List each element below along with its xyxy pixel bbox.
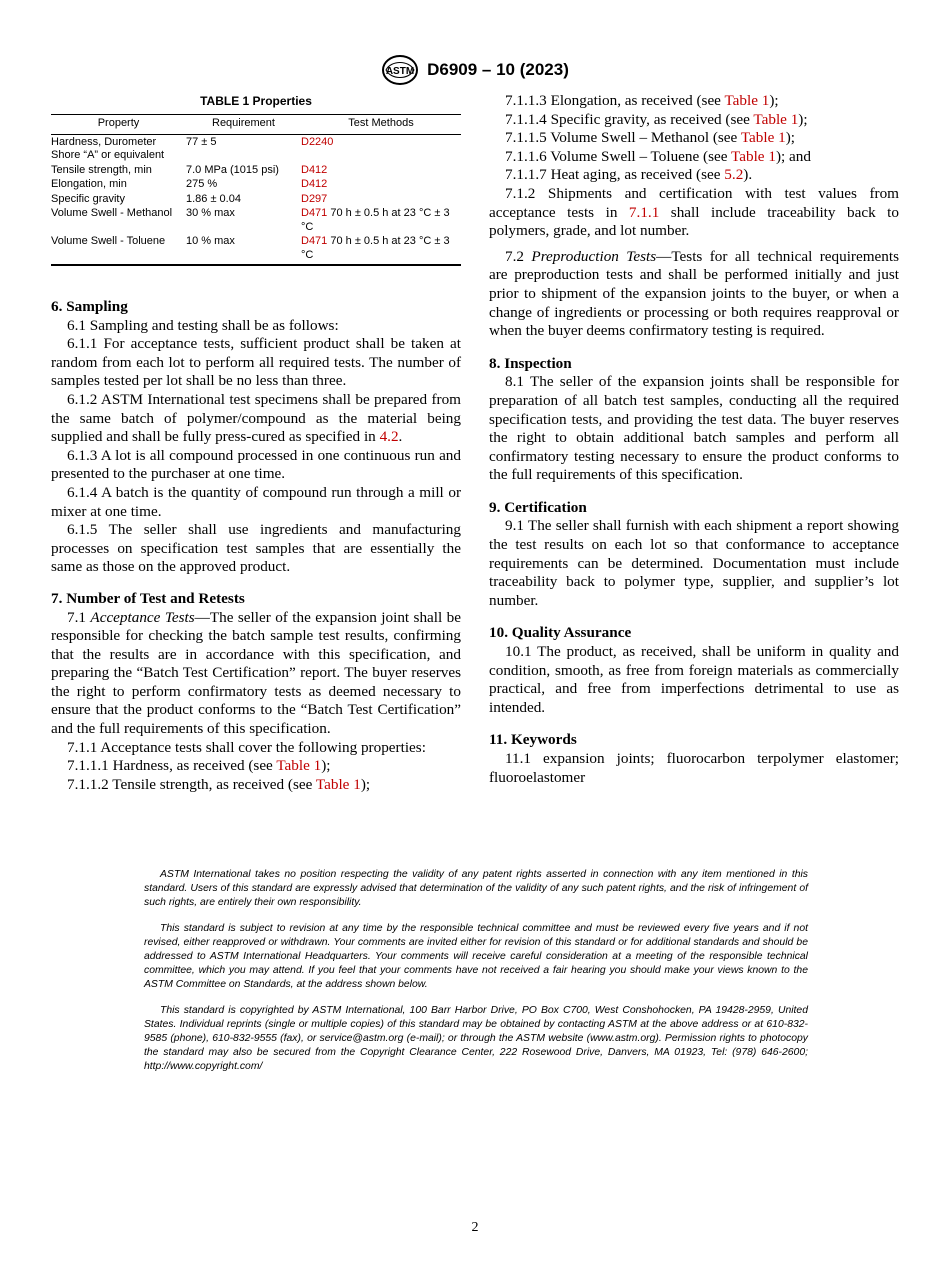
table-1-link[interactable]: Table 1	[753, 110, 799, 128]
table-caption: TABLE 1 Properties	[200, 94, 312, 108]
cell-method	[301, 234, 461, 265]
para-7-1-1-1: 7.1.1.1 Hardness, as received (see Table 1);	[67, 757, 331, 775]
para-7-1-1: 7.1.1 Acceptance tests shall cover the following properties:	[67, 738, 426, 756]
cell-method	[301, 206, 461, 234]
para-7-2: 7.2 Preproduction Tests—Tests for all technical requirements are preproduction tests and shall be performed initially and just prior to shipment of the expansion joints to the buyer, or when a change of ingredients or processing or both requires reapproval or when the buyer deems confirmatory testing is required.	[489, 247, 900, 340]
table-header-test-methods: Test Methods	[301, 115, 461, 135]
left-column	[51, 92, 461, 794]
table-1-link[interactable]: Table 1	[276, 757, 322, 775]
table-row	[51, 163, 461, 178]
table-row	[51, 134, 461, 163]
para-6-1-1: 6.1.1 For acceptance tests, sufficient product shall be taken at random from each lot to perform all required tests. The number of samples tested per lot shall be no less than three.	[51, 335, 461, 390]
para-8-1: 8.1 The seller of the expansion joints shall be responsible for preparation of all batch test samples, conducting all the required specification tests, and providing the test data. The buyer reserves the right to obtain additional batch samples and perform all confirmatory testing necessary to ensure the product conforms to the full requirements of this specification.	[489, 373, 899, 484]
cell-property: Specific gravity	[51, 192, 125, 205]
para-7-1-1-7: 7.1.1.7 Heat aging, as received (see 5.2).	[505, 166, 753, 184]
cell-method	[301, 192, 461, 207]
cell-method	[301, 134, 461, 163]
table-1-link[interactable]: Table 1	[740, 129, 786, 147]
page-number: 2	[471, 1220, 479, 1235]
table-1-link[interactable]: Table 1	[731, 147, 776, 165]
notice-patent: ASTM International takes no position respecting the validity of any patent rights asserted in connection with any item mentioned in this standard. Users of this standard are expressly advised that determination of the validity of any such patent rights, and the risk of infringement of such rights, are entirely their own responsibility.	[144, 869, 808, 908]
notice-revision: This standard is subject to revision at any time by the responsible technical committee and must be reviewed every five years and if not revised, either reapproved or withdrawn. Your comments are invited either for revision of this standard or for additional standards and should be addressed to ASTM International Headquarters. Your comments will receive careful consideration at a meeting of the responsible technical committee, which you may attend. If you feel that your comments have not received a fair hearing you should make your views known to the ASTM Committee on Standards, at the address shown below.	[144, 923, 808, 990]
cell-requirement: 1.86 ± 0.04	[186, 192, 241, 205]
ref-5-2-link[interactable]: 5.2	[724, 166, 744, 184]
para-7-1-1-6: 7.1.1.6 Volume Swell – Toluene (see Table 1); and	[505, 147, 811, 165]
table-header-property: Property	[51, 115, 186, 135]
section-10-heading: 10. Quality Assurance	[489, 624, 632, 642]
table-header-requirement: Requirement	[186, 115, 301, 135]
cell-property: Tensile strength, min	[51, 163, 152, 176]
cell-property: Hardness, Durometer Shore “A” or equivalent	[51, 135, 165, 161]
table-1-link[interactable]: Table 1	[724, 92, 770, 109]
ref-7-1-1-link[interactable]: 7.1.1	[628, 203, 660, 221]
designation: D6909 – 10 (2023)	[427, 60, 569, 79]
para-7-1: 7.1 Acceptance Tests—The seller of the expansion joint shall be responsible for checking the batch sample test results, confirming that the results are in accordance with this specification, and preparing the “Batch Test Certification” report. The buyer reserves the right to perform confirmatory tests as deemed necessary to ensure that the product conforms to the “Batch Test Certification” and the full requirements of this specification.	[51, 608, 462, 738]
cell-requirement: 275 %	[186, 178, 218, 190]
para-7-1-2: 7.1.2 Shipments and certification with test values from acceptance tests in 7.1.1 shall include traceability back to polymers, grade, and lot number.	[489, 184, 899, 240]
table-row	[51, 177, 461, 192]
right-body	[489, 92, 899, 787]
cell-property: Volume Swell - Methanol	[51, 207, 173, 219]
method-link[interactable]: D2240	[301, 135, 334, 148]
para-10-1: 10.1 The product, as received, shall be uniform in quality and condition, smooth, as free from foreign materials as commercially practical, and free from imperfections detrimental to use as intended.	[489, 643, 899, 716]
astm-logo-icon	[381, 54, 419, 86]
method-condition: 70 h ± 0.5 h at 23 °C ± 3 °C	[301, 207, 450, 233]
cell-requirement: 77 ± 5	[186, 135, 217, 148]
notice-copyright: This standard is copyrighted by ASTM International, 100 Barr Harbor Drive, PO Box C700, West Conshohocken, PA 19428-2959, United States. Individual reprints (single or multiple copies) of this standard may be obtained by contacting ASTM at the above address or at 610-832-9585 (phone), 610-832-9555 (fax), or service@astm.org (e-mail); or through the ASTM website (www.astm.org). Permission rights to photocopy the standard may also be secured from the Copyright Clearance Center, 222 Rosewood Drive, Danvers, MA 01923, Tel: (978) 646-2600; http://www.copyright.com/	[144, 1005, 808, 1072]
para-7-1-1-3: 7.1.1.3 Elongation, as received (see Table 1);	[505, 92, 779, 109]
section-8-heading: 8. Inspection	[489, 354, 572, 372]
cell-method	[301, 163, 461, 178]
right-column	[489, 92, 899, 787]
section-7-heading: 7. Number of Test and Retests	[51, 589, 245, 607]
para-6-1: 6.1 Sampling and testing shall be as follows:	[67, 316, 339, 334]
legal-notice	[144, 868, 808, 1086]
para-6-1-3: 6.1.3 A lot is all compound processed in one continuous run and presented to the purchaser at one time.	[51, 446, 461, 483]
para-7-1-1-2: 7.1.1.2 Tensile strength, as received (see Table 1);	[67, 775, 371, 793]
method-link[interactable]: D412	[301, 178, 328, 190]
cell-requirement: 10 % max	[186, 235, 235, 247]
method-link[interactable]: D412	[301, 163, 328, 176]
cell-requirement: 30 % max	[186, 207, 235, 219]
page-header	[0, 54, 950, 86]
cell-property: Volume Swell - Toluene	[51, 235, 166, 247]
method-link[interactable]: D471	[301, 207, 328, 219]
method-link[interactable]: D297	[301, 192, 328, 205]
table-1-link[interactable]: Table 1	[315, 775, 361, 793]
para-7-1-1-5: 7.1.1.5 Volume Swell – Methanol (see Table 1);	[505, 129, 795, 147]
section-6-heading: 6. Sampling	[51, 298, 128, 315]
para-11-1: 11.1 expansion joints; fluorocarbon terpolymer elastomer; fluoroelastomer	[489, 750, 899, 786]
para-6-1-5: 6.1.5 The seller shall use ingredients and manufacturing processes on specification test samples that are essentially the same as those on the approved product.	[51, 521, 461, 576]
ref-4-2-link[interactable]: 4.2	[379, 428, 399, 446]
section-9-heading: 9. Certification	[489, 498, 587, 516]
cell-requirement: 7.0 MPa (1015 psi)	[186, 163, 279, 176]
table-row	[51, 192, 461, 207]
para-7-1-1-4: 7.1.1.4 Specific gravity, as received (see Table 1);	[505, 110, 808, 128]
table-row	[51, 206, 461, 234]
method-link[interactable]: D471	[301, 235, 328, 247]
properties-table	[51, 114, 461, 266]
section-11-heading: 11. Keywords	[489, 731, 577, 749]
table-row	[51, 234, 461, 265]
method-condition: 70 h ± 0.5 h at 23 °C ± 3 °C	[301, 235, 450, 261]
cell-property: Elongation, min	[51, 178, 127, 190]
para-6-1-4: 6.1.4 A batch is the quantity of compound run through a mill or mixer at one time.	[51, 483, 461, 520]
para-6-1-2: 6.1.2 ASTM International test specimens shall be prepared from the same batch of polymer/compound as the material being supplied and shall be fully press-cured as specified in 4.2.	[51, 390, 461, 446]
para-9-1: 9.1 The seller shall furnish with each shipment a report showing the test results on each lot so that conformance to acceptance requirements can be determined. Documentation must include traceability back to polymer type, supplier, and supplier’s lot number.	[489, 517, 899, 609]
left-body	[51, 298, 461, 794]
cell-method	[301, 177, 461, 192]
logo-text: ASTM	[385, 66, 415, 77]
